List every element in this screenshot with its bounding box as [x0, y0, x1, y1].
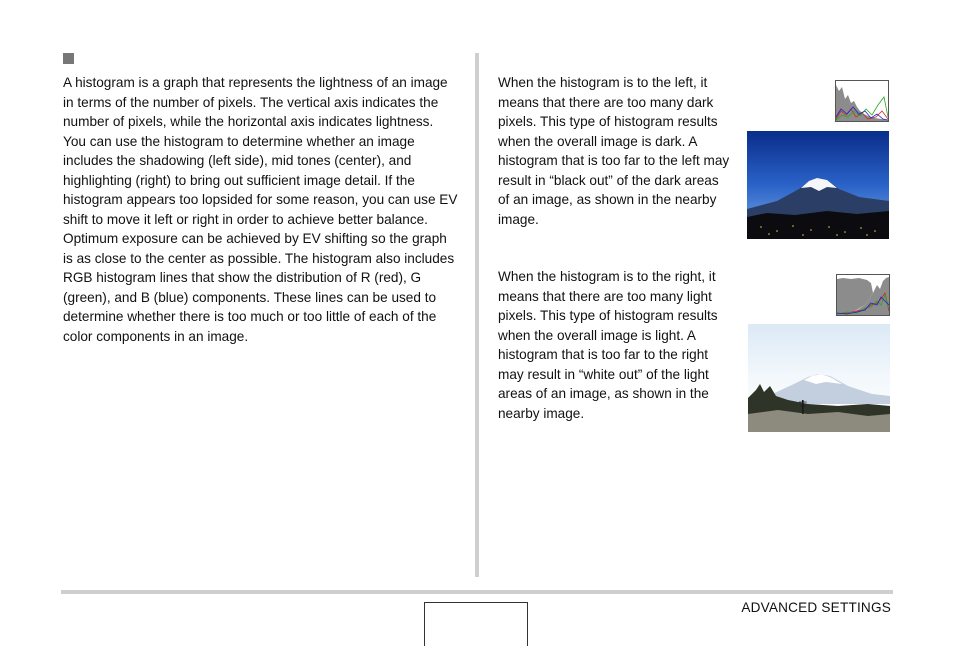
dark-histogram-description: When the histogram is to the left, it means that there are too many dark pixels. This type of histogram results when the overall image is dark. A histogram that is too far to the left may result in “black out” of the dark areas of an image, as shown in the nearby image. [498, 75, 730, 227]
light-mountain-photo [748, 324, 890, 432]
light-histogram-graph [836, 274, 890, 316]
footer-rule [61, 590, 893, 594]
section-bullet-square [63, 53, 74, 64]
histogram-description: A histogram is a graph that represents the lightness of an image in terms of the number of pixels. The vertical axis indicates the number of pixels, while the horizontal axis indicates lightness. You can use the histogram to determine whether an image includes the shadowing (left side), mid tones (center), and highlighting (right) to bring out sufficient image detail. If the histogram appears too lopsided for some reason, you can use EV shift to move it left or right in order to achieve better balance. Optimum exposure can be achieved by EV shifting so the graph is as close to the center as possible. The histogram also includes RGB histogram lines that show the distribution of R (red), G (green), and B (blue) components. These lines can be used to determine whether there is too much or too little of each of the color components in an image. [63, 75, 458, 344]
page-number-box [424, 602, 528, 646]
dark-histogram-graph [835, 80, 889, 122]
light-histogram-description: When the histogram is to the right, it means that there are too many light pixels. This type of histogram results when the overall image is light. A histogram that is too far to the right may result in “white out” of the light areas of an image, as shown in the nearby image. [498, 269, 718, 421]
column-divider [475, 53, 479, 577]
section-label: ADVANCED SETTINGS [741, 600, 891, 615]
dark-mountain-photo [747, 131, 889, 239]
